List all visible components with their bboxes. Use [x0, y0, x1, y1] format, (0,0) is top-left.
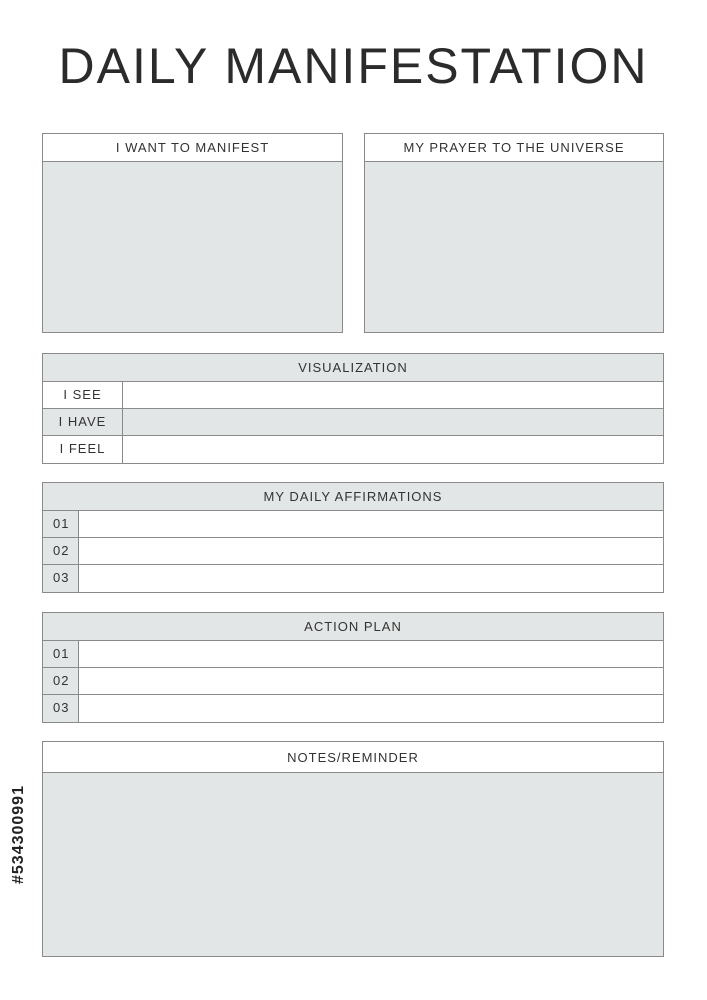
row-number: 02 — [43, 668, 79, 694]
action-plan-table — [42, 612, 664, 723]
row-field[interactable] — [79, 668, 663, 694]
row-number: 01 — [43, 511, 79, 537]
notes-box — [42, 741, 664, 957]
row-number: 03 — [43, 695, 79, 722]
affirmations-table — [42, 482, 664, 593]
action-row — [43, 695, 663, 722]
row-field[interactable] — [79, 511, 663, 537]
prayer-label: MY PRAYER TO THE UNIVERSE — [365, 134, 663, 162]
row-field[interactable] — [79, 565, 663, 592]
visualization-label: VISUALIZATION — [43, 354, 663, 382]
manifest-label: I WANT TO MANIFEST — [43, 134, 342, 162]
row-label: I HAVE — [43, 409, 123, 435]
action-plan-label: ACTION PLAN — [43, 613, 663, 641]
affirmation-row — [43, 565, 663, 592]
visualization-row — [43, 436, 663, 463]
affirmations-label: MY DAILY AFFIRMATIONS — [43, 483, 663, 511]
action-row — [43, 668, 663, 695]
row-number: 01 — [43, 641, 79, 667]
row-label: I SEE — [43, 382, 123, 408]
visualization-table — [42, 353, 664, 464]
row-label: I FEEL — [43, 436, 123, 463]
row-number: 03 — [43, 565, 79, 592]
affirmation-row — [43, 511, 663, 538]
row-field[interactable] — [79, 695, 663, 722]
visualization-row — [43, 409, 663, 436]
row-field[interactable] — [79, 641, 663, 667]
row-number: 02 — [43, 538, 79, 564]
visualization-row — [43, 382, 663, 409]
row-field[interactable] — [123, 382, 663, 408]
manifest-box — [42, 133, 343, 333]
action-row — [43, 641, 663, 668]
notes-label: NOTES/REMINDER — [43, 742, 663, 773]
row-field[interactable] — [123, 409, 663, 435]
stock-id: #534300991 — [10, 785, 27, 885]
manifest-area[interactable] — [43, 162, 342, 332]
prayer-box — [364, 133, 664, 333]
notes-area[interactable] — [43, 773, 663, 956]
row-field[interactable] — [79, 538, 663, 564]
row-field[interactable] — [123, 436, 663, 463]
affirmation-row — [43, 538, 663, 565]
page-title: DAILY MANIFESTATION — [58, 38, 649, 94]
prayer-area[interactable] — [365, 162, 663, 332]
